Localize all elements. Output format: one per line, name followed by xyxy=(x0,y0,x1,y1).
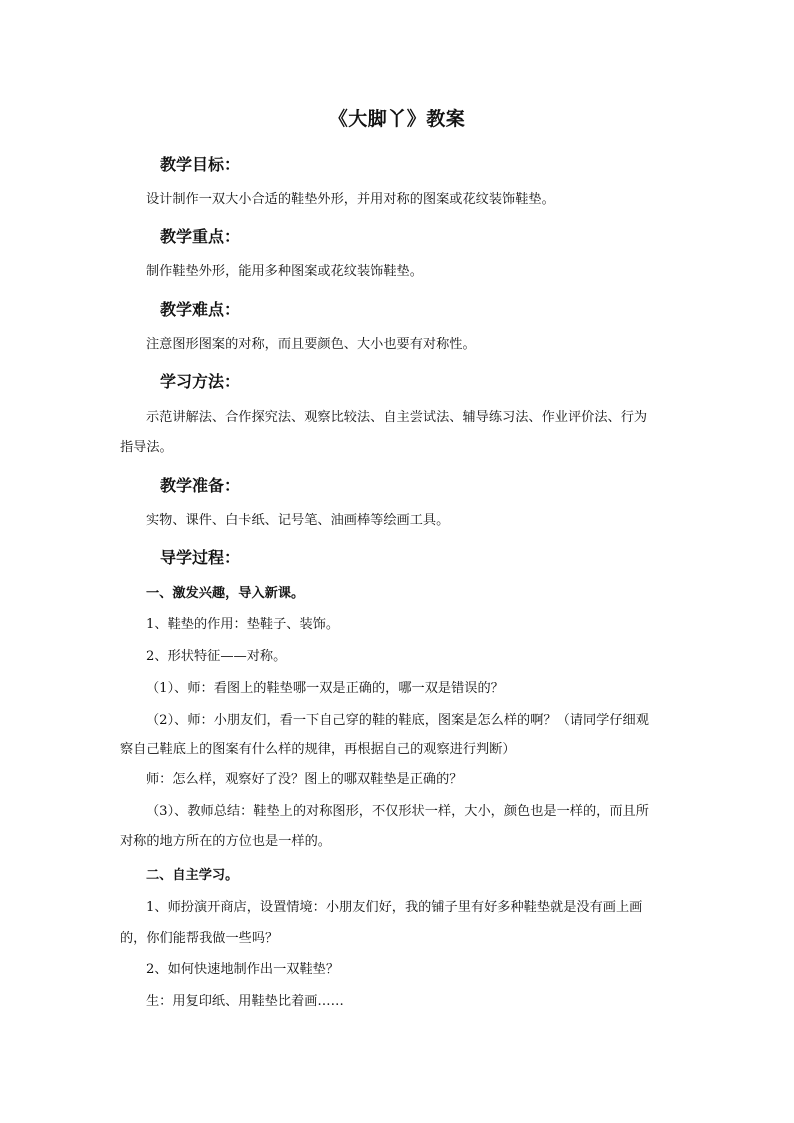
text-teaching-difficulty: 注意图形图案的对称，而且要颜色、大小也要有对称性。 xyxy=(146,337,476,352)
process-item-1: 1、鞋垫的作用：垫鞋子、装饰。 xyxy=(146,617,340,632)
text-teaching-goal: 设计制作一双大小合适的鞋垫外形，并用对称的图案或花纹装饰鞋垫。 xyxy=(146,192,555,207)
heading-teaching-prep: 教学准备： xyxy=(160,476,241,495)
self-study-item-1-line1: 1、师扮演开商店，设置情境：小朋友们好，我的铺子里有好多种鞋垫就是没有画上画 xyxy=(146,900,643,915)
process-item-4-line2: 察自己鞋底上的图案有什么样的规律，再根据自己的观察进行判断） xyxy=(120,742,516,757)
self-study-item-2: 2、如何快速地制作出一双鞋垫？ xyxy=(146,962,340,977)
process-item-6-line1: （3）、教师总结：鞋垫上的对称图形，不仅形状一样，大小，颜色也是一样的，而且所 xyxy=(146,804,649,819)
heading-guided-process: 导学过程： xyxy=(160,548,241,567)
part1-title: 一、激发兴趣，导入新课。 xyxy=(146,586,305,601)
self-study-item-1-line2: 的，你们能帮我做一些吗？ xyxy=(120,931,279,946)
process-item-5: 师：怎么样，观察好了没？图上的哪双鞋垫是正确的？ xyxy=(146,772,463,787)
document-title: 《大脚丫》教案 xyxy=(328,108,466,130)
heading-learning-method: 学习方法： xyxy=(160,372,241,391)
text-teaching-key: 制作鞋垫外形，能用多种图案或花纹装饰鞋垫。 xyxy=(146,264,423,279)
process-item-3: （1）、师：看图上的鞋垫哪一双是正确的，哪一双是错误的？ xyxy=(146,681,504,696)
heading-teaching-difficulty: 教学难点： xyxy=(160,300,241,319)
part2-title: 二、自主学习。 xyxy=(146,868,239,883)
text-teaching-prep: 实物、课件、白卡纸、记号笔、油画棒等绘画工具。 xyxy=(146,513,450,528)
self-study-item-3: 生：用复印纸、用鞋垫比着画…… xyxy=(146,994,344,1009)
heading-teaching-key: 教学重点： xyxy=(160,227,241,246)
process-item-6-line2: 对称的地方所在的方位也是一样的。 xyxy=(120,834,331,849)
heading-teaching-goal: 教学目标： xyxy=(160,155,241,174)
text-learning-method-line1: 示范讲解法、合作探究法、观察比较法、自主尝试法、辅导练习法、作业评价法、行为 xyxy=(146,410,648,425)
process-item-2: 2、形状特征——对称。 xyxy=(146,649,287,664)
process-item-4-line1: （2）、师：小朋友们，看一下自己穿的鞋的鞋底，图案是怎么样的啊？（请同学仔细观 xyxy=(146,713,649,728)
text-learning-method-line2: 指导法。 xyxy=(120,440,173,455)
